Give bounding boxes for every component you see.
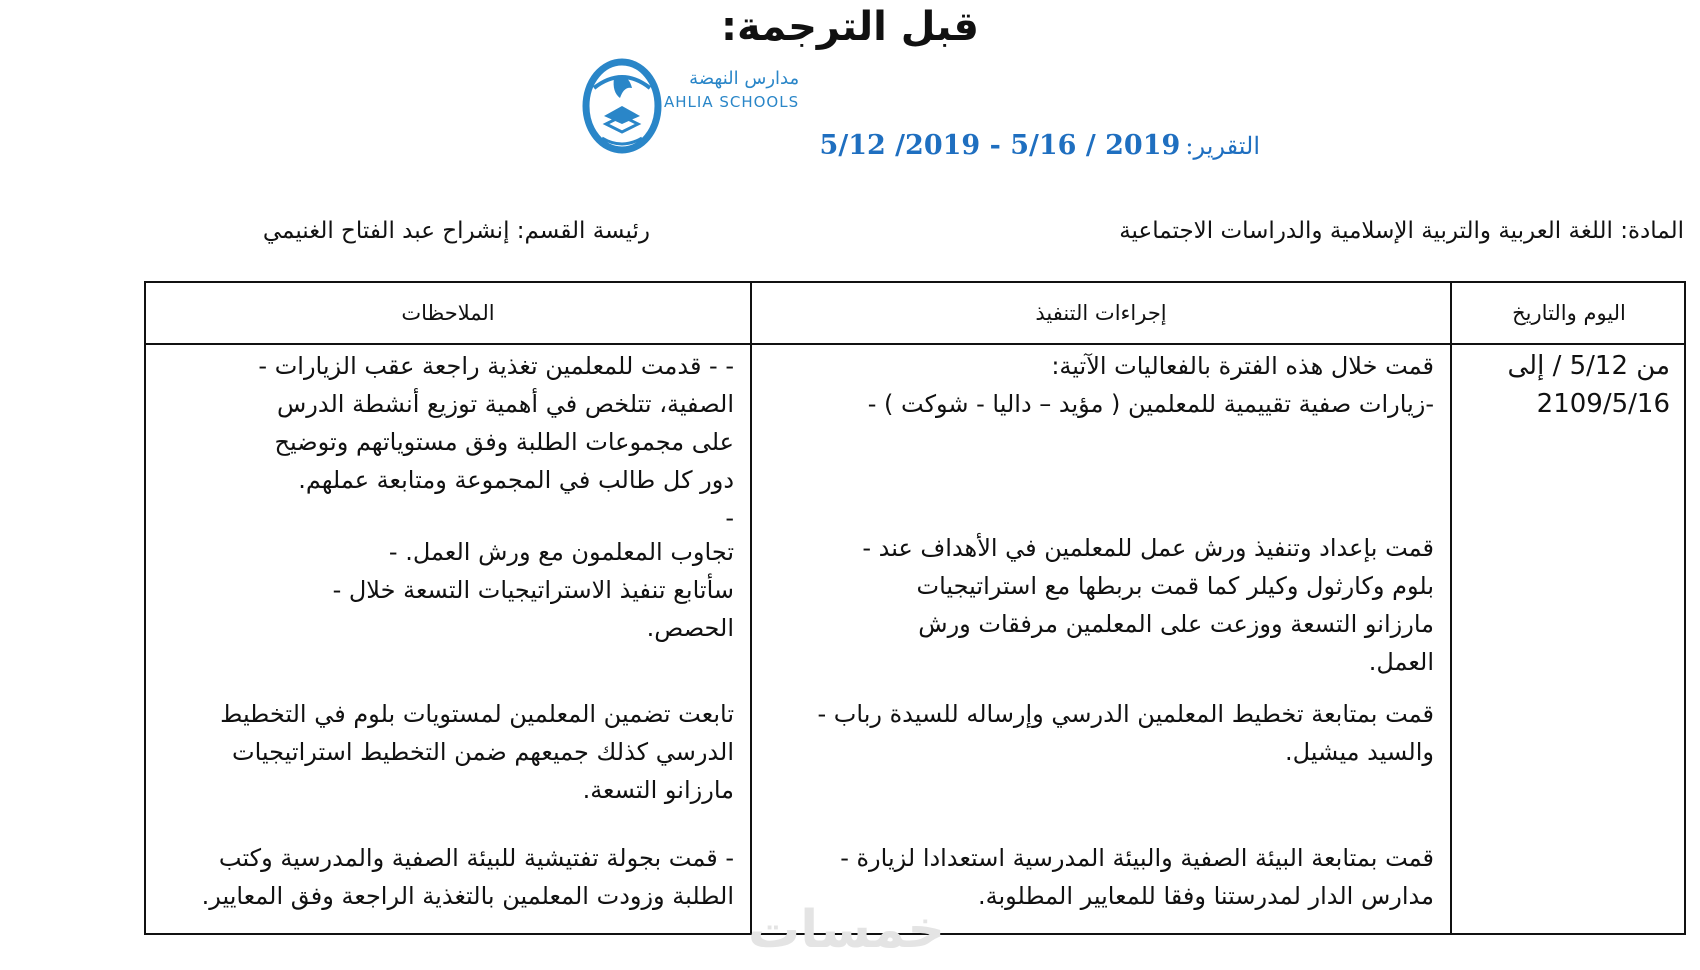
procedure-line: العمل. (1368, 648, 1434, 676)
note-line: تابعت تضمين المعلمين لمستويات بلوم في التخطيط (220, 700, 734, 728)
school-logo (582, 58, 802, 154)
watermark: خمسات (748, 900, 946, 960)
procedure-line: مارزانو التسعة ووزعت على المعلمين مرفقات ورش (918, 610, 1434, 638)
procedure-block (862, 529, 1434, 681)
date-cell (1460, 347, 1670, 423)
header-procedures: إجراءات التنفيذ (1035, 301, 1167, 325)
note-line: سأتابع تنفيذ الاستراتيجيات التسعة خلال - (332, 576, 734, 604)
note-line: الدرسي كذلك جميعهم ضمن التخطيط استراتيجيات (232, 738, 734, 766)
note-line: تجاوب المعلمون مع ورش العمل. - (388, 538, 734, 566)
note-block (333, 533, 734, 647)
department-head-line: رئيسة القسم: إنشراح عبد الفتاح الغنيمي (262, 218, 650, 244)
procedure-block (818, 695, 1434, 771)
procedure-line: مدارس الدار لمدرستنا وفقا للمعايير المطلوبة. (977, 882, 1434, 910)
date-line-1: من 5/12 / إلى (1507, 351, 1670, 381)
note-line: - قمت بجولة تفتيشية للبيئة الصفية والمدرسية وكتب (218, 844, 734, 872)
procedure-line: والسيد ميشيل. (1284, 738, 1434, 766)
report-dates: 2019 / 5/16 - 2019/ 5/12 (819, 130, 1181, 161)
activities-table (144, 281, 1686, 935)
procedure-line: قمت خلال هذه الفترة بالفعاليات الآتية: (1051, 352, 1434, 380)
logo-arabic-text: مدارس النهضة (689, 68, 800, 89)
subject-line: المادة: اللغة العربية والتربية الإسلامية والدراسات الاجتماعية (1119, 218, 1684, 244)
header-date: اليوم والتاريخ (1512, 301, 1626, 325)
note-line: على مجموعات الطلبة وفق مستوياتهم وتوضيح (274, 428, 734, 456)
note-line: - - قدمت للمعلمين تغذية راجعة عقب الزيارات - (258, 352, 734, 380)
header-notes: الملاحظات (401, 301, 495, 325)
report-period (800, 130, 1260, 161)
logo-english-text: AHLIA SCHOOLS (664, 93, 800, 111)
procedure-line: بلوم وكارثول وكيلر كما قمت بربطها مع استراتيجيات (916, 572, 1434, 600)
note-line: الصفية، تتلخص في أهمية توزيع أنشطة الدرس (276, 390, 734, 418)
note-line: - (725, 504, 734, 532)
page-heading: قبل الترجمة: (721, 4, 979, 50)
note-line: الحصص. (646, 614, 734, 642)
column-divider (750, 283, 752, 933)
procedure-line: قمت بمتابعة تخطيط المعلمين الدرسي وإرساله للسيدة رباب - (817, 700, 1434, 728)
procedure-line: قمت بمتابعة البيئة الصفية والبيئة المدرسية استعدادا لزيارة - (840, 844, 1434, 872)
header-divider (146, 343, 1684, 345)
note-block (202, 839, 734, 915)
note-line: مارزانو التسعة. (582, 776, 734, 804)
report-label: التقرير: (1185, 132, 1260, 160)
school-crest-icon (582, 58, 662, 154)
procedure-line: -زيارات صفية تقييمية للمعلمين ( مؤيد – داليا - شوكت ) - (867, 390, 1434, 418)
column-divider (1450, 283, 1452, 933)
note-block (220, 695, 734, 809)
procedure-block (868, 347, 1434, 423)
date-line-2: 2109/5/16 (1536, 389, 1670, 419)
procedure-line: قمت بإعداد وتنفيذ ورش عمل للمعلمين في الأهداف عند - (862, 534, 1434, 562)
note-block (258, 347, 734, 537)
note-line: الطلبة وزودت المعلمين بالتغذية الراجعة وفق المعايير. (201, 882, 734, 910)
note-line: دور كل طالب في المجموعة ومتابعة عملهم. (298, 466, 734, 494)
